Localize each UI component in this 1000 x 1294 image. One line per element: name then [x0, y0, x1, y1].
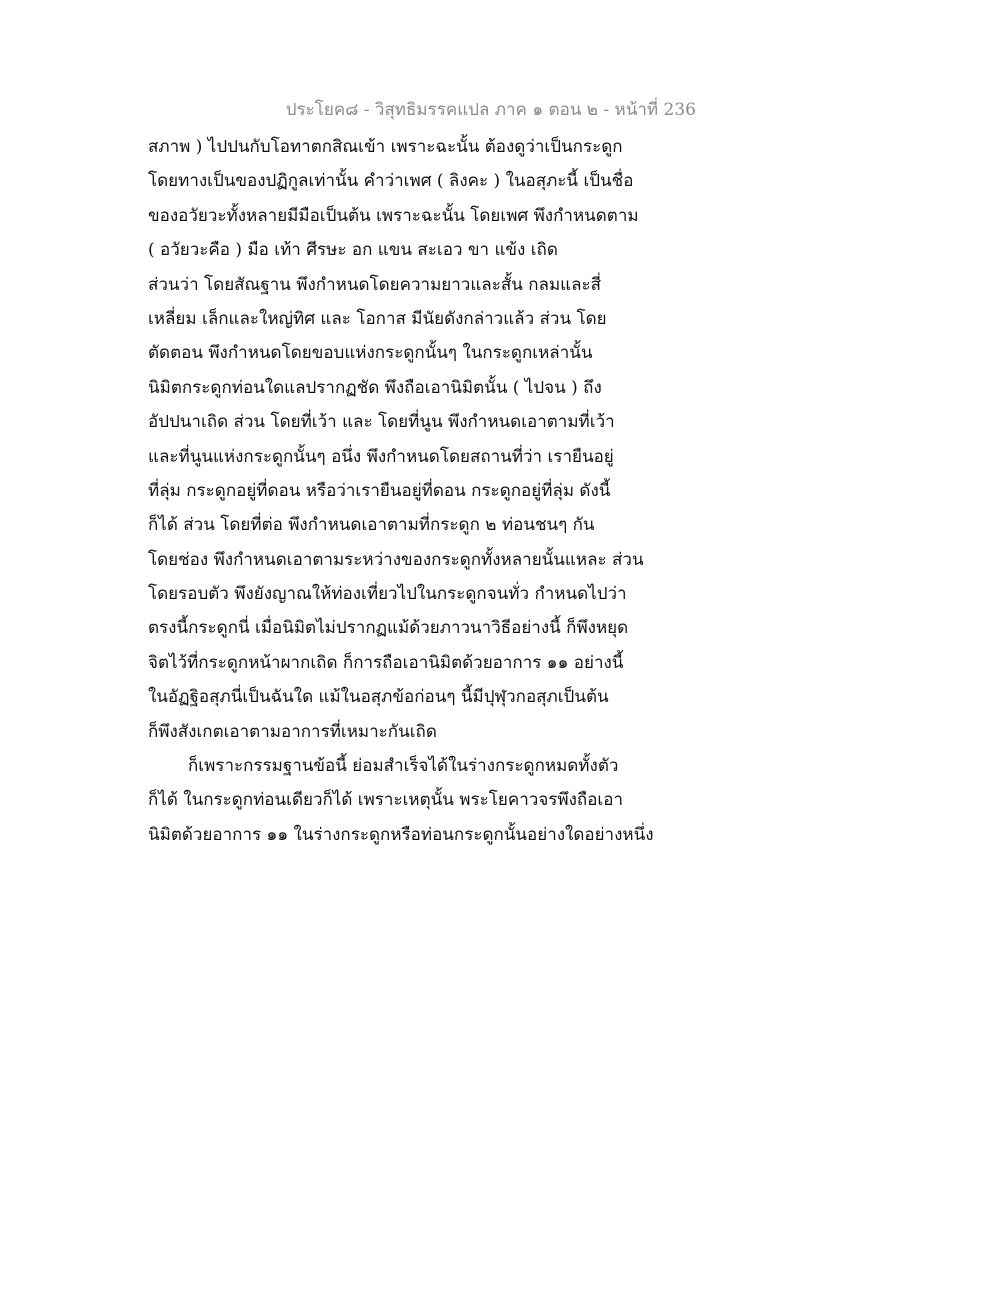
text-line: นิมิตกระดูกท่อนใดแลปรากฏชัด พึงถือเอานิมิตนั้น ( ไปจน ) ถึง — [148, 377, 602, 398]
text-line: และที่นูนแห่งกระดูกนั้นๆ อนึ่ง พึงกำหนดโดยสถานที่ว่า เรายืนอยู่ — [148, 446, 614, 467]
text-line: สภาพ ) ไปปนกับโอทาตกสิณเข้า เพราะฉะนั้น ต้องดูว่าเป็นกระดูก — [148, 137, 623, 157]
text-line: จิตไว้ที่กระดูกหน้าผากเถิด ก็การถือเอานิมิตด้วยอาการ ๑๑ อย่างนี้ — [148, 652, 624, 673]
body-text — [148, 130, 668, 852]
text-line: โดยรอบตัว พึงยังญาณให้ท่องเที่ยวไปในกระดูกจนทั่ว กำหนดไปว่า — [148, 584, 627, 605]
text-line: ก็ได้ ในกระดูกท่อนเดียวก็ได้ เพราะเหตุนั้น พระโยคาวจรพึงถือเอา — [148, 790, 623, 811]
text-line: ส่วนว่า โดยสัณฐาน พึงกำหนดโดยความยาวและสั้น กลมและสี่ — [148, 274, 602, 295]
text-line: ในอัฏฐิอสุภนี่เป็นฉันใด แม้ในอสุภข้อก่อนๆ นี้มีปุฬุวกอสุภเป็นต้น — [148, 687, 609, 708]
text-line: ตัดตอน พึงกำหนดโดยขอบแห่งกระดูกนั้นๆ ในกระดูกเหล่านั้น — [148, 343, 593, 364]
text-line: ที่ลุ่ม กระดูกอยู่ที่ดอน หรือว่าเรายืนอยู่ที่ดอน กระดูกอยู่ที่ลุ่ม ดังนี้ — [148, 480, 611, 501]
text-line: ( อวัยวะคือ ) มือ เท้า ศีรษะ อก แขน สะเอว ขา แข้ง เถิด — [148, 240, 558, 261]
text-line: โดยช่อง พึงกำหนดเอาตามระหว่างของกระดูกทั้งหลายนั้นแหละ ส่วน — [148, 549, 644, 570]
paragraph-first-line: ก็เพราะกรรมฐานข้อนี้ ย่อมสำเร็จได้ในร่างกระดูกหมดทั้งตัว — [188, 756, 619, 777]
text-line: อัปปนาเถิด ส่วน โดยที่เว้า และ โดยที่นูน พึงกำหนดเอาตามที่เว้า — [148, 412, 615, 433]
text-line: ก็พึงสังเกตเอาตามอาการที่เหมาะกันเถิด — [148, 721, 437, 742]
text-line: ก็ได้ ส่วน โดยที่ต่อ พึงกำหนดเอาตามที่กระดูก ๒ ท่อนชนๆ กัน — [148, 515, 595, 536]
text-line: ของอวัยวะทั้งหลายมีมือเป็นต้น เพราะฉะนั้น โดยเพศ พึงกำหนดตาม — [148, 205, 639, 226]
text-line: ตรงนี้กระดูกนี่ เมื่อนิมิตไม่ปรากฏแม้ด้วยภาวนาวิธีอย่างนี้ ก็พึงหยุด — [148, 618, 629, 639]
text-line: โดยทางเป็นของปฏิกูลเท่านั้น คำว่าเพศ ( ลิงคะ ) ในอสุภะนี้ เป็นชื่อ — [148, 171, 634, 192]
text-line: นิมิตด้วยอาการ ๑๑ ในร่างกระดูกหรือท่อนกระดูกนั้นอย่างใดอย่างหนึ่ง — [148, 824, 654, 845]
text-line: เหลี่ยม เล็กและใหญ่ทิศ และ โอกาส มีนัยดังกล่าวแล้ว ส่วน โดย — [148, 308, 607, 329]
running-header: ประโยค๘ - วิสุทธิมรรคแปล ภาค ๑ ตอน ๒ - หน้าที่ 236 — [285, 100, 696, 120]
